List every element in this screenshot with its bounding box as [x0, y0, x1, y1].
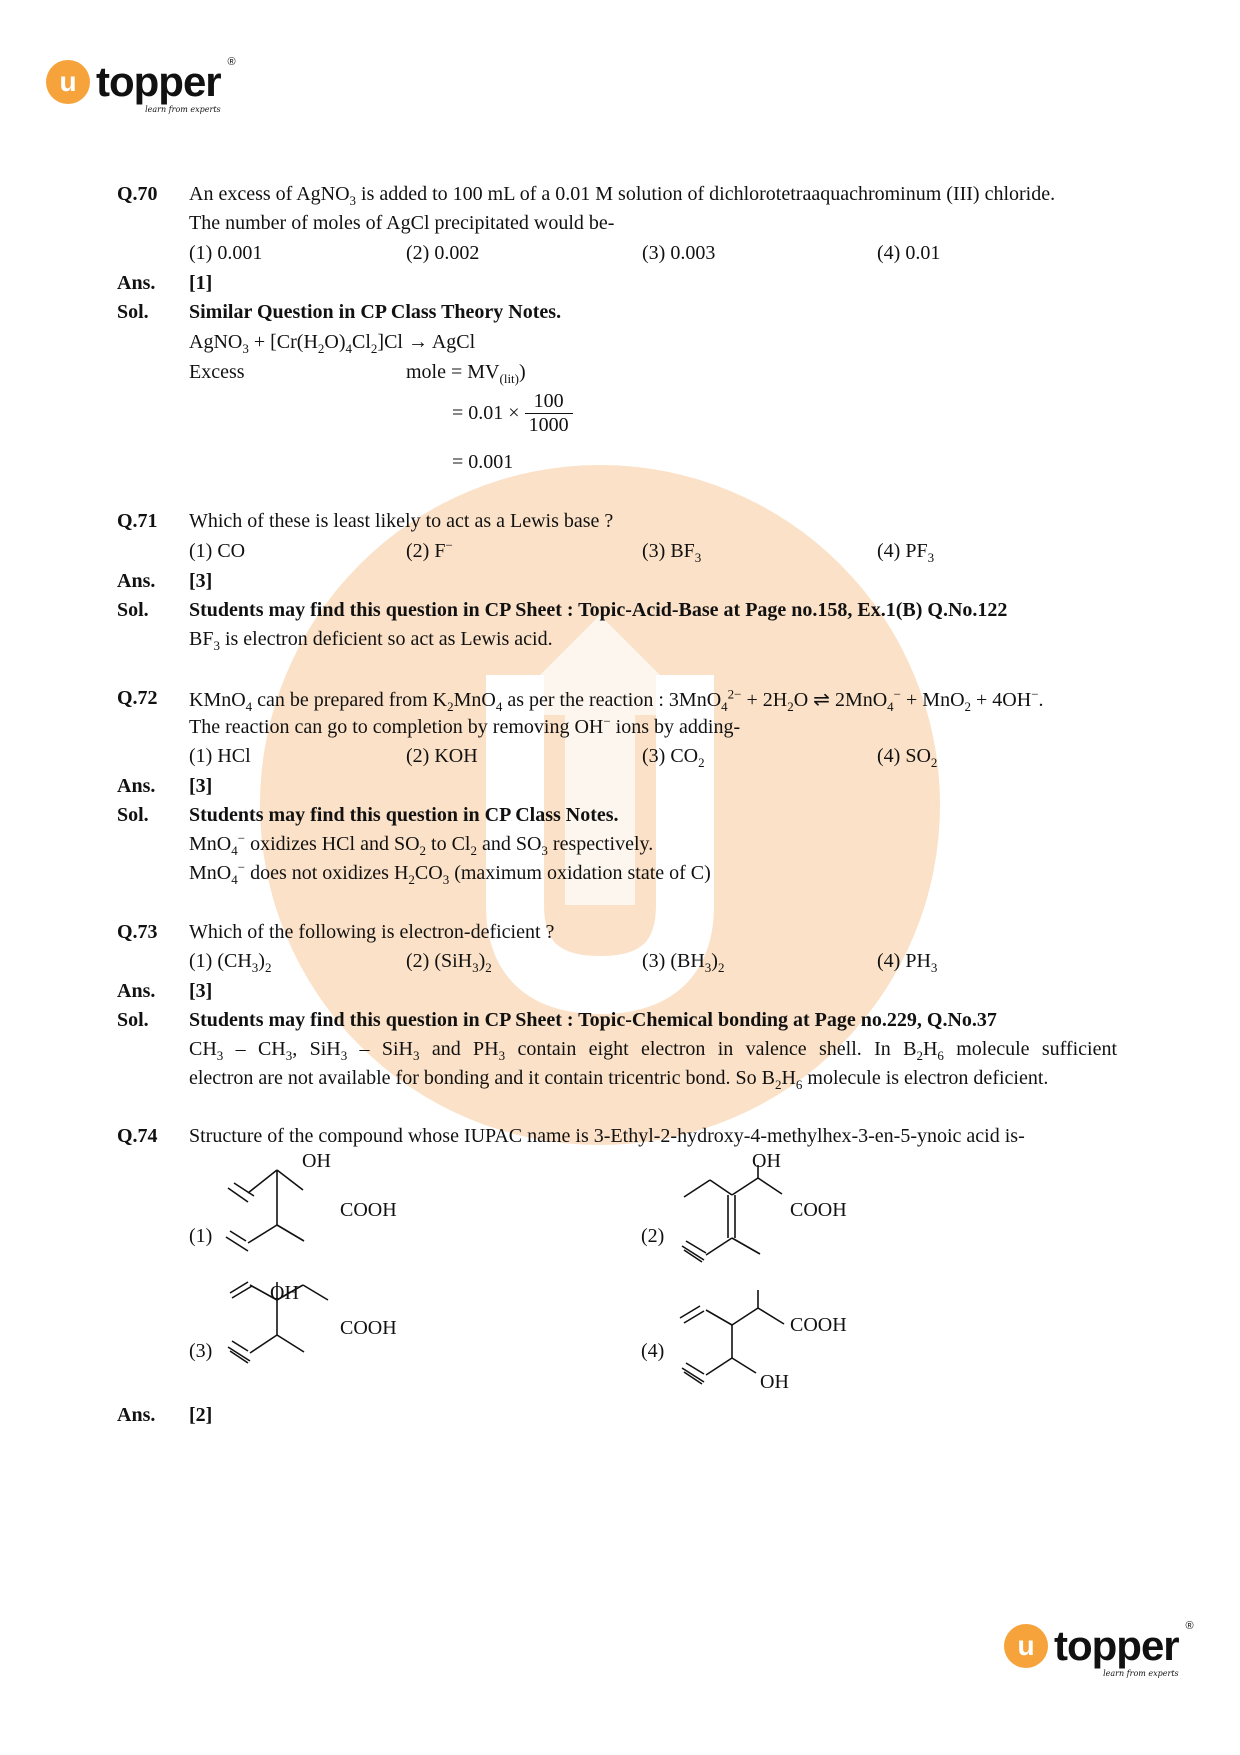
- question-number: Q.72: [117, 687, 158, 709]
- question-text: Which of these is least likely to act as a Lewis base ?: [189, 510, 614, 532]
- brand-logo-footer: [1004, 1620, 1193, 1678]
- question-number: Q.71: [117, 510, 158, 532]
- solution-heading: Students may find this question in CP Sheet : Topic-Acid-Base at Page no.158, Ex.1(B) Q.No.122: [189, 599, 1008, 621]
- answer-label: Ans.: [117, 1404, 156, 1426]
- logo-wordmark: topper: [1054, 1622, 1179, 1669]
- oh-label: OH: [760, 1371, 789, 1393]
- option-4-label: (4): [641, 1340, 665, 1362]
- mole-formula: mole = $MV_{(lit)}$): [406, 361, 526, 386]
- option-3: (3) $BF_3$: [642, 540, 702, 565]
- fraction: $\frac{100}{1000}$: [525, 390, 573, 437]
- solution-label: Sol.: [117, 804, 149, 826]
- question-text: The reaction can go to completion by removing OH− ions by adding-: [189, 713, 741, 738]
- option-4: (4) $PH_3$: [877, 950, 938, 975]
- oh-label: OH: [302, 1150, 331, 1172]
- option-3: (3) 0.003: [642, 242, 716, 264]
- excess-label: Excess: [189, 361, 245, 383]
- reaction-equation: AgNO$_3$ + $[Cr(H_2O)_4Cl_2]Cl$ → AgCl: [189, 331, 476, 356]
- cooh-label: COOH: [790, 1199, 847, 1221]
- logo-wordmark: topper: [96, 58, 221, 105]
- option-4: (4) $PF_3$: [877, 540, 935, 565]
- calc-result: = 0.001: [452, 451, 514, 473]
- structure-option-3: [220, 1280, 420, 1400]
- answer-label: Ans.: [117, 570, 156, 592]
- solution-text: MnO$_4$− does not oxidizes $H_2CO_3$ (maximum oxidation state of C): [189, 859, 711, 887]
- cooh-label: COOH: [340, 1317, 397, 1339]
- brand-logo: [46, 56, 235, 114]
- option-3: (3) $(BH_3)_2$: [642, 950, 725, 975]
- option-1-label: (1): [189, 1225, 213, 1247]
- answer-value: [1]: [189, 272, 213, 294]
- option-2: (2) $(SiH_3)_2$: [406, 950, 492, 975]
- question-text: KMnO$_4$ can be prepared from $K_2MnO_4$ as per the reaction : $3MnO_4^{2-} + 2H_2O$ ⇌ 2MnO$_4$− + MnO$_2$ + 4OH−.: [189, 686, 1044, 714]
- answer-label: Ans.: [117, 775, 156, 797]
- question-text: Which of the following is electron-deficient ?: [189, 921, 555, 943]
- answer-value: [3]: [189, 980, 213, 1002]
- solution-label: Sol.: [117, 301, 149, 323]
- solution-heading: Similar Question in CP Class Theory Notes.: [189, 301, 562, 323]
- solution-text: $BF_3$ is electron deficient so act as Lewis acid.: [189, 628, 553, 653]
- option-1: (1) 0.001: [189, 242, 263, 264]
- solution-text: MnO$_4$− oxidizes HCl and $SO_2$ to $Cl_2$ and $SO_3$ respectively.: [189, 830, 654, 858]
- question-number: Q.73: [117, 921, 158, 943]
- option-3-label: (3): [189, 1340, 213, 1362]
- question-number: Q.74: [117, 1125, 158, 1147]
- logo-u-icon: u: [46, 60, 90, 104]
- question-text: An excess of AgNO$_3$ is added to 100 mL of a 0.01 M solution of dichlorotetraaquachrominum (III) chloride.: [189, 183, 1056, 208]
- answer-label: Ans.: [117, 272, 156, 294]
- answer-value: [3]: [189, 775, 213, 797]
- solution-text: $CH_3 - CH_3$, SiH$_3$ – SiH$_3$ and $PH_3$ contain eight electron in valence shell. In $B_2H_6$ molecule sufficient: [189, 1038, 1118, 1063]
- answer-value: [2]: [189, 1404, 213, 1426]
- solution-label: Sol.: [117, 599, 149, 621]
- solution-heading: Students may find this question in CP Class Notes.: [189, 804, 619, 826]
- option-4: (4) $SO_2$: [877, 745, 938, 770]
- question-text: The number of moles of AgCl precipitated would be-: [189, 212, 615, 234]
- option-1: (1) $(CH_3)_2$: [189, 950, 272, 975]
- option-2: (2) 0.002: [406, 242, 480, 264]
- logo-u-icon: u: [1004, 1624, 1048, 1668]
- option-2-label: (2): [641, 1225, 665, 1247]
- option-1: (1) CO: [189, 540, 246, 562]
- cooh-label: COOH: [790, 1314, 847, 1336]
- option-4: (4) 0.01: [877, 242, 941, 264]
- option-3: (3) $CO_2$: [642, 745, 705, 770]
- solution-label: Sol.: [117, 1009, 149, 1031]
- logo-tagline: learn from experts: [1103, 1669, 1179, 1678]
- option-2: (2) F−: [406, 537, 453, 562]
- answer-value: [3]: [189, 570, 213, 592]
- oh-label: OH: [752, 1150, 781, 1172]
- solution-heading: Students may find this question in CP Sheet : Topic-Chemical bonding at Page no.229, Q.No.37: [189, 1009, 997, 1031]
- registered-mark: ®: [227, 56, 235, 68]
- cooh-label: COOH: [340, 1199, 397, 1221]
- answer-label: Ans.: [117, 980, 156, 1002]
- option-2: (2) KOH: [406, 745, 478, 767]
- question-text: Structure of the compound whose IUPAC name is 3-Ethyl-2-hydroxy-4-methylhex-3-en-5-ynoic acid is-: [189, 1125, 1025, 1147]
- solution-text: electron are not available for bonding and it contain tricentric bond. So $B_2H_6$ molecule is electron deficient.: [189, 1067, 1049, 1092]
- oh-label: OH: [270, 1282, 299, 1304]
- question-number: Q.70: [117, 183, 158, 205]
- registered-mark: ®: [1185, 1620, 1193, 1632]
- option-1: (1) HCl: [189, 745, 251, 767]
- calc-step: = 0.01 × $\frac{100}{1000}$: [452, 390, 573, 437]
- equilibrium-arrow-icon: ⇌: [813, 687, 830, 711]
- logo-tagline: learn from experts: [145, 105, 221, 114]
